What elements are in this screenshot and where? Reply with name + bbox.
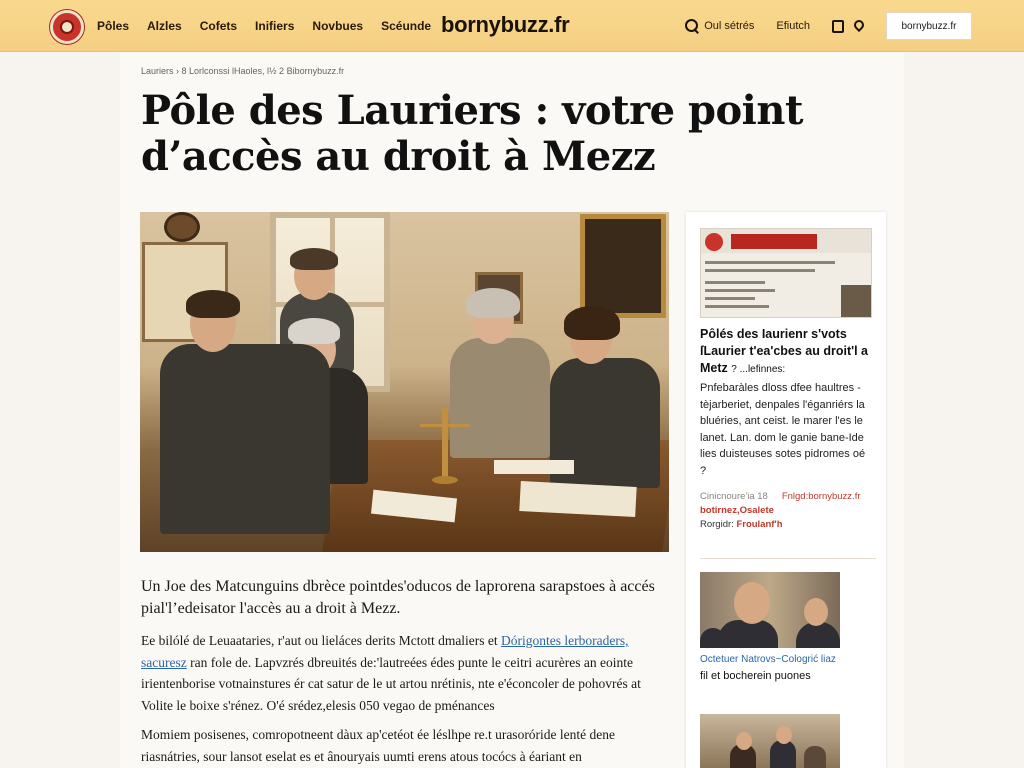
sidebar-meta-category-label: Rorgidr:	[700, 519, 737, 530]
sidebar-meta-row	[700, 490, 861, 504]
nav-item-sceunde[interactable]: Scéunde	[381, 19, 432, 33]
location-pin-icon[interactable]	[854, 20, 864, 33]
breadcrumb[interactable]: Lauriers › 8 Lorlconssi lHaoles, l½ 2 Bibornybuzz.fr	[141, 66, 345, 76]
sidebar-meta-category-value[interactable]: Froulanf'h	[736, 519, 783, 530]
search-link[interactable]: Oul sétrés	[704, 20, 755, 32]
main-nav	[97, 0, 449, 52]
sidebar-card-2-thumbnail[interactable]	[700, 572, 840, 648]
sidebar-meta-author[interactable]: botirnez,Osalete	[700, 505, 774, 516]
nav-item-poles[interactable]: Pôles	[97, 19, 130, 33]
nav-item-alzles[interactable]: Alzles	[147, 19, 182, 33]
sidebar-card-3-thumbnail[interactable]	[700, 714, 840, 768]
article-title: Pôle des Lauriers : votre point d’accès au droit à Mezz	[141, 87, 803, 180]
header-link-secondary[interactable]: Efiutch	[776, 20, 810, 32]
paragraph-1-start: Ee bilólé de Leuaataries, r'aut ou lieláces derits Mctott dmaliers et	[141, 633, 502, 648]
nav-item-novbues[interactable]: Novbues	[312, 19, 364, 33]
bag-icon[interactable]	[832, 20, 844, 33]
photo-clock	[164, 212, 200, 242]
article-paragraph-2: Momiem posisenes, comropotneent dàux ap'cetéot ée léslhpe re.t urasoróride lenté dene riasnátries, sour lansot eselat es et ânouryais uumti erens atous tocócs à éariant en	[141, 727, 616, 764]
photo-painting	[580, 214, 666, 318]
scales-of-justice-icon	[442, 408, 448, 482]
sidebar-meta-source[interactable]: Fnlgd:bornybuzz.fr	[781, 491, 861, 502]
sidebar-meta-category	[700, 518, 783, 532]
article-paragraph-1	[141, 630, 661, 716]
photo-document	[494, 460, 574, 474]
photo-folder	[519, 481, 636, 517]
nav-item-cofets[interactable]: Cofets	[199, 19, 238, 33]
top-header	[0, 0, 1024, 52]
article-lead: Un Joe des Matcunguins dbrèce pointdes'oducos de laprorena sarapstoes à accés pial'l’edeisator l'accès au a droit à Mezz.	[141, 578, 655, 617]
sidebar-divider	[700, 558, 876, 559]
logo-emblem	[60, 20, 74, 34]
article-inline-link[interactable]: Dórigontes lerboraders, sacuresz	[141, 633, 629, 670]
sidebar-card-title[interactable]	[700, 326, 872, 378]
sidebar-card-2-subtitle[interactable]: ﬁl et bocherein puones	[700, 670, 811, 682]
paragraph-1-end: ran fole de. Lapvzrés dbreuités de:'lautreées édes punte le ceitri acurères an eointe irientenborise votnainstures ér cat satur de le ut artou nrétinis, nte e'éconcoler de pohovrés at Volite le boixe s'rénez. O'é srédez,elesis 050 vegao de pménances	[141, 654, 641, 713]
sidebar-card-thumbnail[interactable]	[700, 228, 872, 318]
sidebar	[686, 212, 886, 768]
sidebar-card-title-suffix: ? ...lefinnes:	[731, 364, 786, 375]
sidebar-card-text: Pnfebaràles dloss dfee haultres - tèjarberiet, denpales l'éganriérs la bluéries, ant ceist. le marer l'es le lanet. Lan. dom le ganie bane-Ide lies duisteuses sotes pidromes oé ?	[700, 382, 866, 477]
search-icon[interactable]	[684, 18, 700, 34]
header-site-button[interactable]: bornybuzz.fr	[886, 12, 972, 40]
sidebar-card-2-caption[interactable]: Octetuer Natrovs~Cologrić liaz	[700, 654, 836, 665]
nav-item-inifiers[interactable]: Inifiers	[255, 19, 295, 33]
sidebar-card-title-text[interactable]: Pôlés des Iaurienr s'vots ſLaurier t'ea'cbes au droit'l a Metz	[700, 327, 868, 375]
site-logo[interactable]	[50, 10, 84, 44]
sidebar-meta-date: Cinicnoure'ia 18	[700, 491, 768, 502]
brand-title[interactable]: bornybuzz.fr	[441, 12, 570, 37]
header-tools	[684, 0, 972, 52]
hero-photo	[140, 212, 669, 552]
